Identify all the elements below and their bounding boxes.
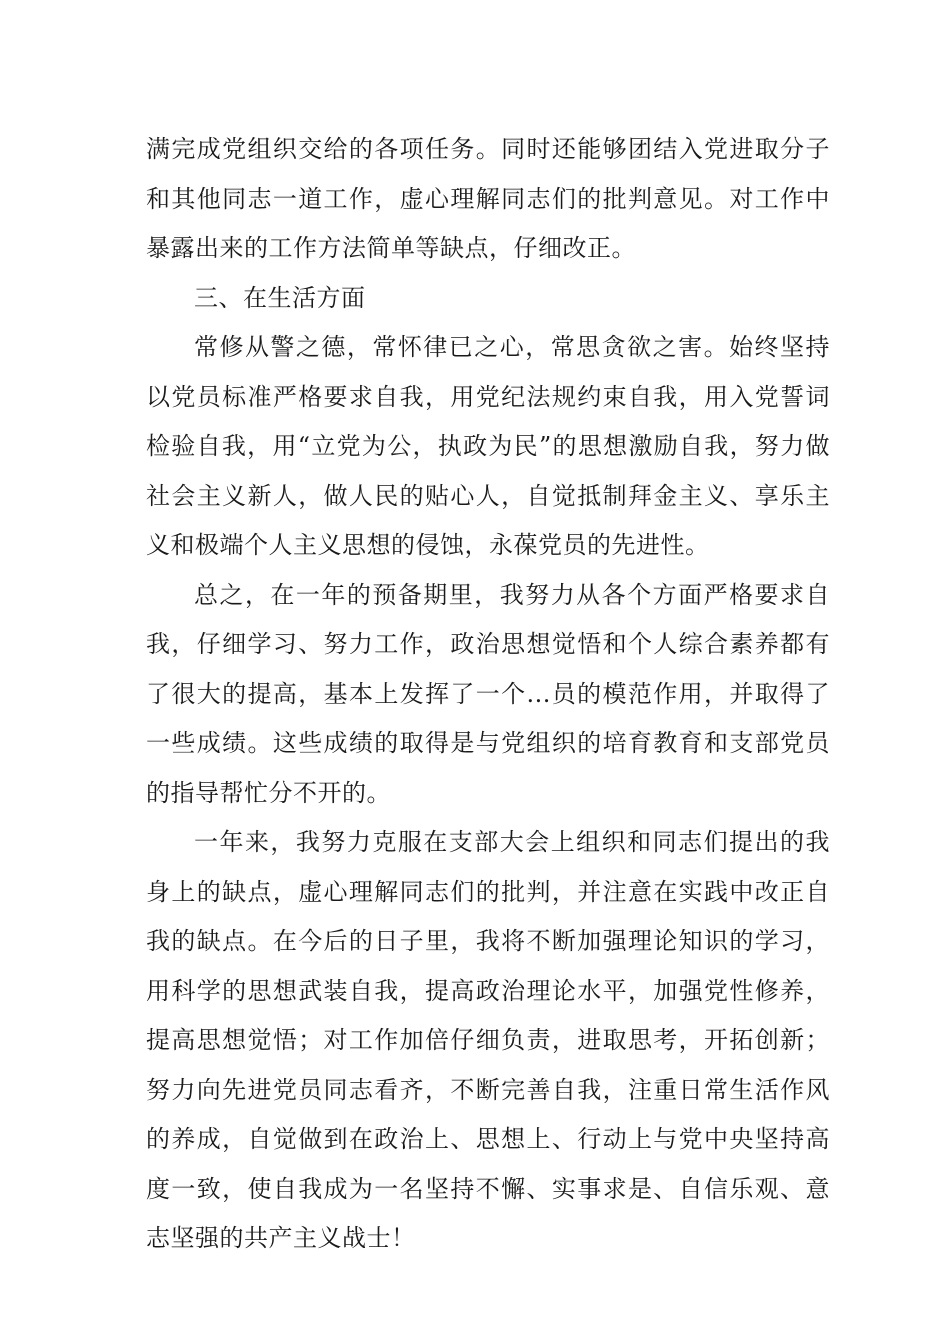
document-body <box>146 125 830 1264</box>
paragraph-future-plan: 一年来，我努力克服在支部大会上组织和同志们提出的我身上的缺点，虚心理解同志们的批判，并注意在实践中改正自我的缺点。在今后的日子里，我将不断加强理论知识的学习，用科学的思想武装自我，提高政治理论水平，加强党性修养，提高思想觉悟；对工作加倍仔细负责，进取思考，开拓创新；努力向先进党员同志看齐，不断完善自我，注重日常生活作风的养成，自觉做到在政治上、思想上、行动上与党中央坚持高度一致，使自我成为一名坚持不懈、实事求是、自信乐观、意志坚强的共产主义战士！ <box>146 828 830 1252</box>
paragraph-task-completion: 满完成党组织交给的各项任务。同时还能够团结入党进取分子和其他同志一道工作，虚心理解同志们的批判意见。对工作中暴露出来的工作方法简单等缺点，仔细改正。 <box>146 135 830 262</box>
paragraph-life-conduct: 常修从警之德，常怀律已之心，常思贪欲之害。始终坚持以党员标准严格要求自我，用党纪法规约束自我，用入党誓词检验自我，用“立党为公，执政为民”的思想激励自我，努力做社会主义新人，做人民的贴心人，自觉抵制拜金主义、享乐主义和极端个人主义思想的侵蚀，永葆党员的先进性。 <box>146 333 830 559</box>
paragraph-summary: 总之，在一年的预备期里，我努力从各个方面严格要求自我，仔细学习、努力工作，政治思想觉悟和个人综合素养都有了很大的提高，基本上发挥了一个...员的模范作用，并取得了一些成绩。这些成绩的取得是与党组织的培育教育和支部党员的指导帮忙分不开的。 <box>146 580 830 807</box>
section-heading-life: 三、在生活方面 <box>194 283 366 312</box>
